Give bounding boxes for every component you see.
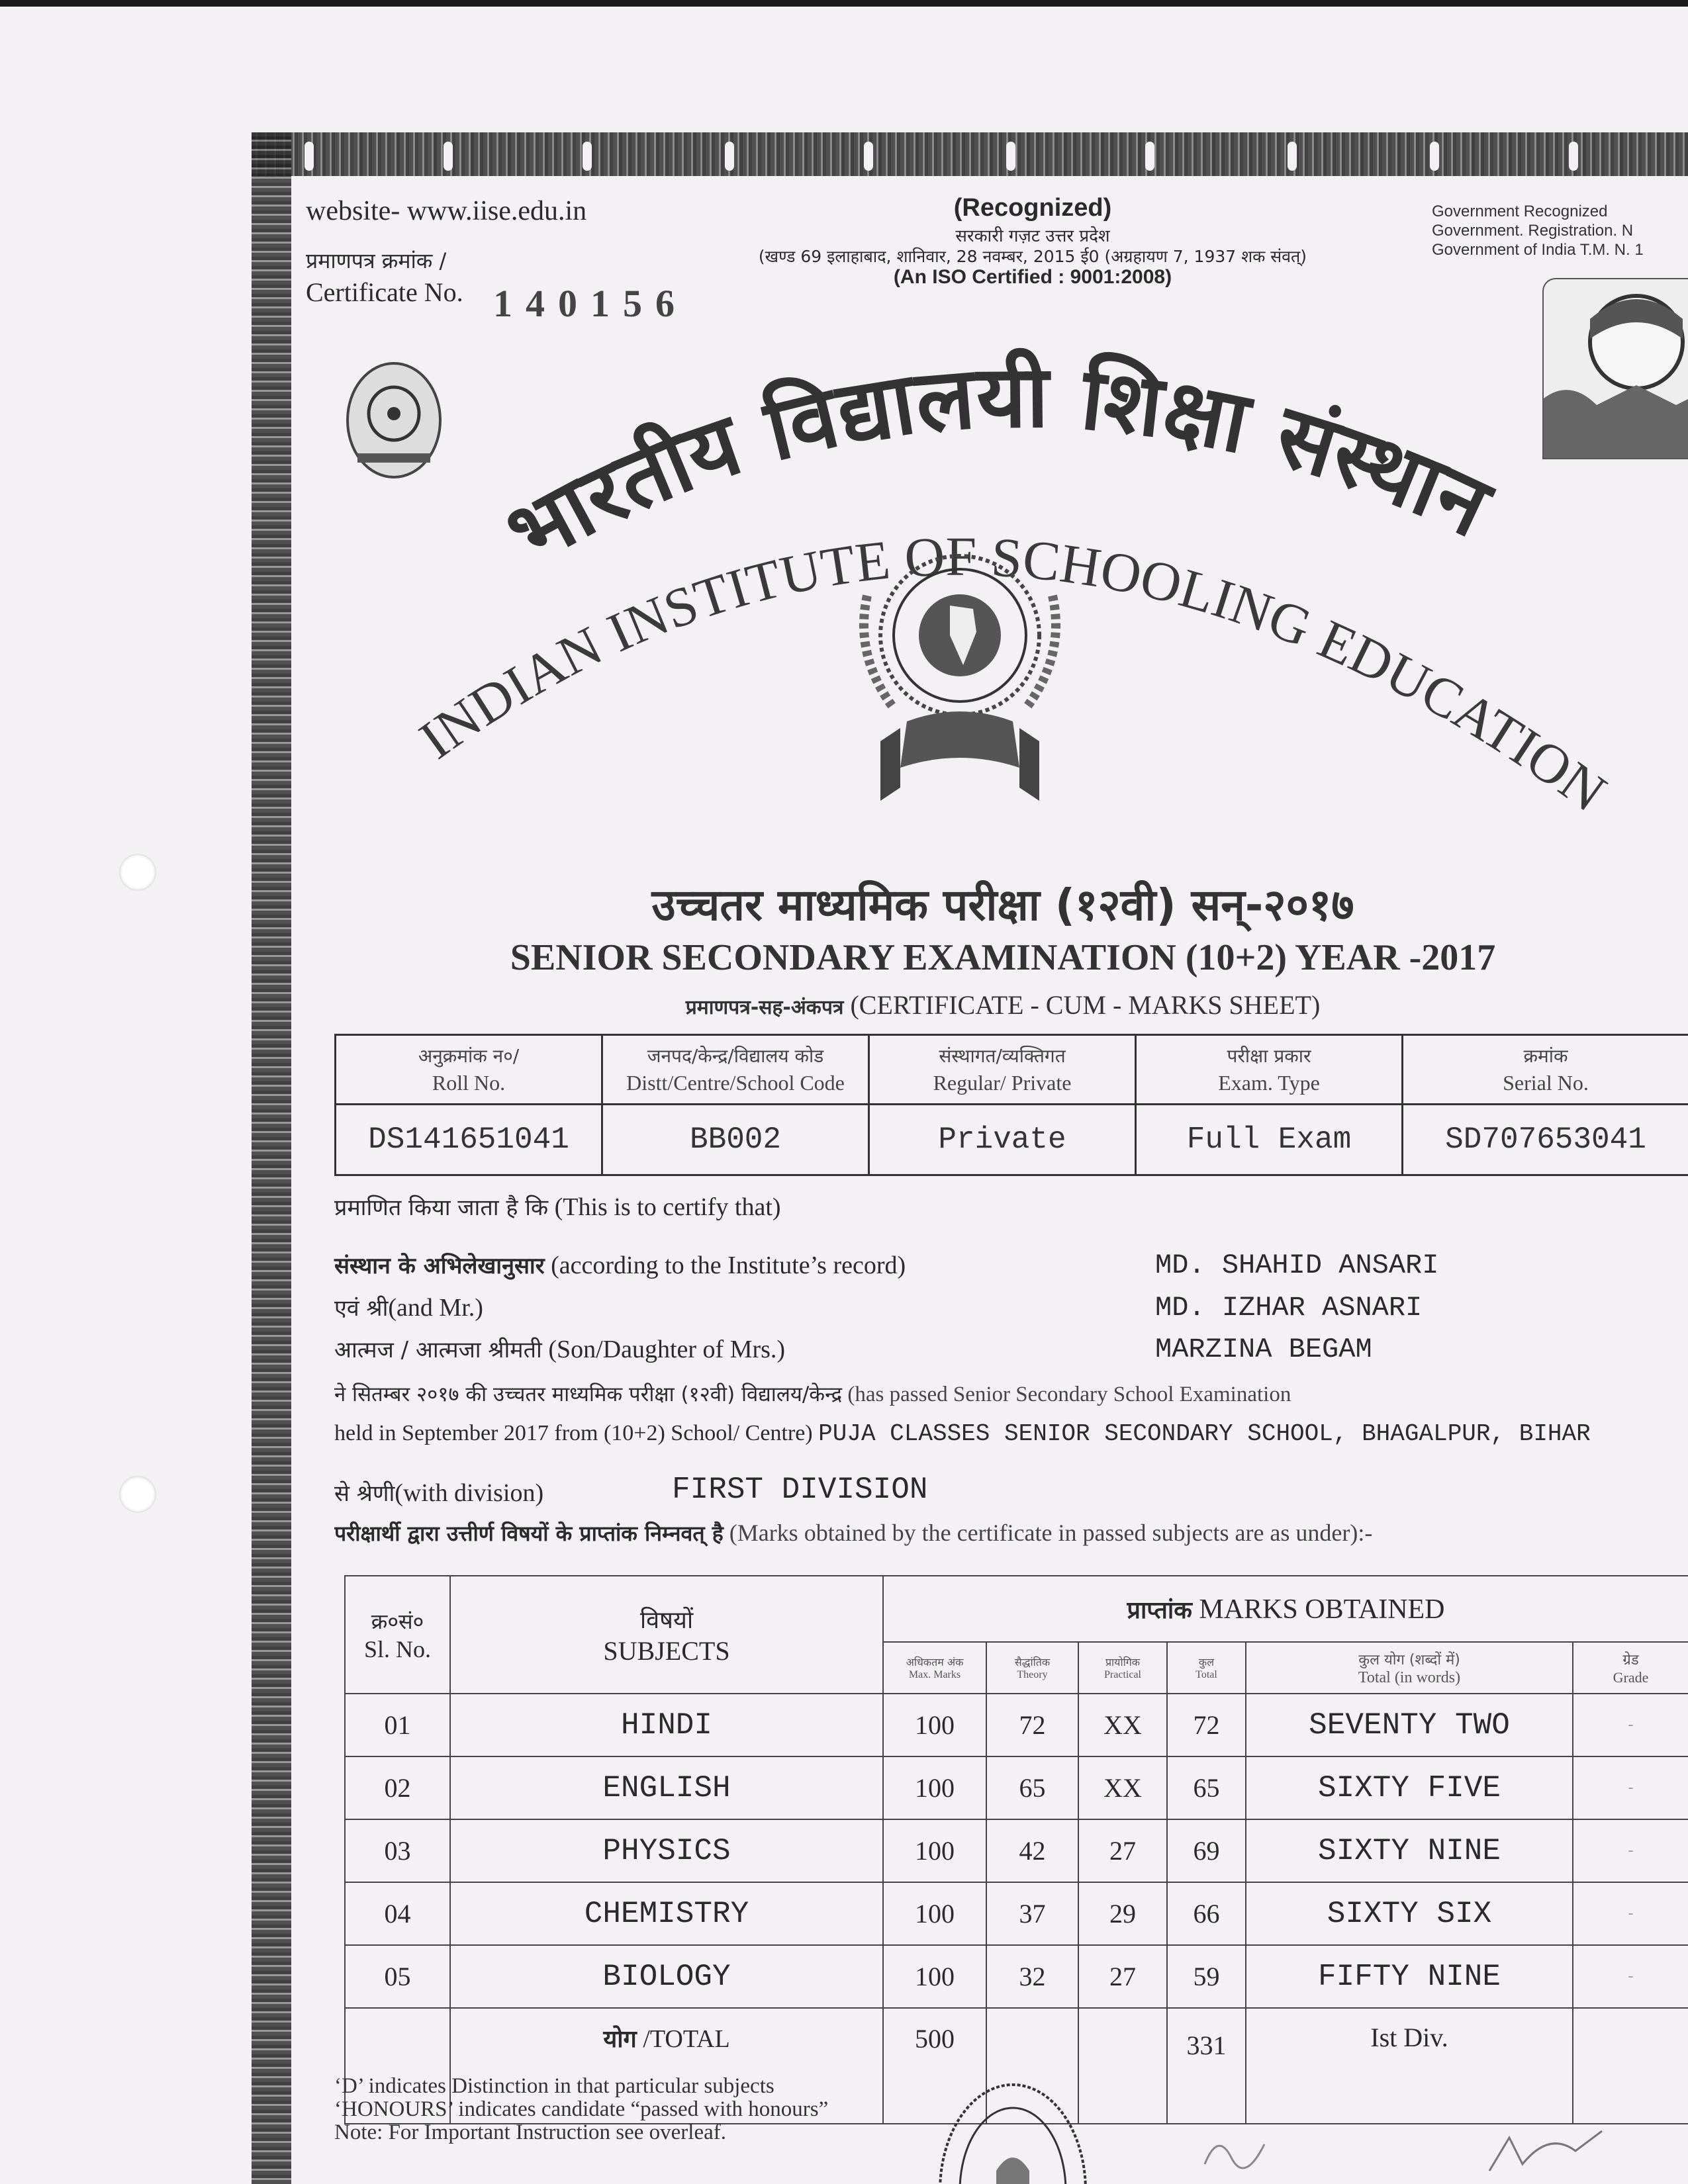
- total-cell: 66: [1167, 1882, 1246, 1945]
- total-label: योग /TOTAL: [450, 2008, 883, 2124]
- subject-cell: ENGLISH: [450, 1756, 883, 1819]
- total-max-marks: 500: [883, 2008, 986, 2124]
- footnote-note: Note: For Important Instruction see overleaf.: [334, 2120, 726, 2144]
- header-roll-no: अनुक्रमांक न०/ Roll No.: [336, 1035, 602, 1105]
- header-school-code: जनपद/केन्द्र/विद्यालय कोड Distt/Centre/School Code: [602, 1035, 869, 1105]
- marks-row: [345, 1819, 1688, 1882]
- practical-cell: 27: [1078, 1945, 1167, 2008]
- certificate-number: 140156: [493, 282, 688, 325]
- marks-table: [344, 1575, 1688, 2124]
- total-result: Ist Div.: [1246, 2008, 1573, 2124]
- punch-hole: [119, 1476, 156, 1513]
- total-cell: 59: [1167, 1945, 1246, 2008]
- total-words-cell: SIXTY SIX: [1246, 1882, 1573, 1945]
- student-name: MD. SHAHID ANSARI: [1155, 1250, 1439, 1281]
- subject-cell: HINDI: [450, 1694, 883, 1756]
- total-words-cell: SIXTY NINE: [1246, 1819, 1573, 1882]
- certify-line-5: ने सितम्बर २०१७ की उच्चतर माध्यमिक परीक्षा (१२वी) विद्यालय/केन्द्र (has passed Senior Secondary School Examination: [334, 1383, 1291, 1406]
- gov-line: Government Recognized: [1432, 203, 1608, 220]
- sl-no-header: क्र०सं० Sl. No.: [345, 1576, 450, 1694]
- total-cell: 69: [1167, 1819, 1246, 1882]
- theory-cell: 42: [986, 1819, 1078, 1882]
- sl-no-cell: 04: [345, 1882, 450, 1945]
- gazette-detail: (खण्ड 69 इलाहाबाद, शानिवार, 28 नवम्बर, 2015 ई0 (अग्रहायण 7, 1937 शक संवत्): [758, 247, 1307, 266]
- practical-cell: XX: [1078, 1694, 1167, 1756]
- serial-no-value: SD707653041: [1403, 1105, 1688, 1175]
- header-serial-no: क्रमांक Serial No.: [1403, 1035, 1688, 1105]
- gov-line: Government. Registration. N: [1432, 222, 1634, 240]
- exam-subtitle-hi: प्रमाणपत्र-सह-अंकपत्र: [685, 996, 844, 1019]
- exam-title-hi: उच्चतर माध्यमिक परीक्षा (१२वी) सन्-२०१७: [651, 880, 1354, 931]
- certificate-label-hi: प्रमाणपत्र क्रमांक /: [306, 248, 447, 273]
- sl-no-cell: 01: [345, 1694, 450, 1756]
- institute-seal-icon: [933, 2078, 1092, 2184]
- punch-hole: [119, 854, 156, 891]
- col-total-words: कुल योग (शब्दों में) Total (in words): [1246, 1642, 1573, 1694]
- certify-line-4: आत्मज / आत्मजा श्रीमती (Son/Daughter of Mrs.): [334, 1336, 786, 1363]
- government-info: [1432, 202, 1644, 259]
- institute-name-hi: भारतीय विद्यालयी शिक्षा संस्थान: [490, 345, 1505, 586]
- practical-cell: 27: [1078, 1819, 1167, 1882]
- max-marks-cell: 100: [883, 1945, 986, 2008]
- total-marks: 331: [1167, 2008, 1246, 2124]
- school-code-value: BB002: [602, 1105, 869, 1175]
- sl-no-cell: 05: [345, 1945, 450, 2008]
- max-marks-cell: 100: [883, 1882, 986, 1945]
- sl-no-cell: 02: [345, 1756, 450, 1819]
- total-cell: 65: [1167, 1756, 1246, 1819]
- certify-line-7: से श्रेणी(with division): [334, 1479, 544, 1507]
- grade-cell: -: [1573, 1945, 1688, 2008]
- certify-line-2: संस्थान के अभिलेखानुसार (according to the Institute’s record): [334, 1251, 906, 1279]
- practical-cell: XX: [1078, 1756, 1167, 1819]
- total-words-cell: SEVENTY TWO: [1246, 1694, 1573, 1756]
- max-marks-cell: 100: [883, 1819, 986, 1882]
- candidate-info-table: [334, 1034, 1688, 1176]
- certify-line-8: परीक्षार्थी द्वारा उत्तीर्ण विषयों के प्राप्तांक निम्नवत् है (Marks obtained by the certificate in passed subjects are as under):-: [334, 1520, 1373, 1546]
- scan-top-edge: [0, 0, 1688, 7]
- institute-name-en: INDIAN INSTITUTE OF SCHOOLING EDUCATION: [408, 525, 1617, 814]
- max-marks-cell: 100: [883, 1694, 986, 1756]
- footnotes: [334, 2075, 828, 2144]
- sl-no-cell: 03: [345, 1819, 450, 1882]
- institute-logo-icon: [834, 523, 1086, 827]
- total-words-cell: SIXTY FIVE: [1246, 1756, 1573, 1819]
- exam-type-value: Full Exam: [1136, 1105, 1403, 1175]
- marks-row: [345, 1882, 1688, 1945]
- max-marks-cell: 100: [883, 1756, 986, 1819]
- regular-private-value: Private: [869, 1105, 1136, 1175]
- footnote-honours: ‘HONOURS’ indicates candidate “passed with honours”: [334, 2097, 829, 2121]
- exam-title-en: SENIOR SECONDARY EXAMINATION (10+2) YEAR -2017: [510, 937, 1496, 978]
- certificate-label-en: Certificate No.: [306, 277, 463, 307]
- exam-subtitle: [318, 989, 1688, 1021]
- header-exam-type: परीक्षा प्रकार Exam. Type: [1136, 1035, 1403, 1105]
- exam-subtitle-en: (CERTIFICATE - CUM - MARKS SHEET): [850, 990, 1321, 1020]
- col-practical: प्रायोगिक Practical: [1078, 1642, 1167, 1694]
- col-max-marks: अधिकतम अंक Max. Marks: [883, 1642, 986, 1694]
- division-value: FIRST DIVISION: [672, 1473, 928, 1507]
- subject-cell: CHEMISTRY: [450, 1882, 883, 1945]
- practical-cell: 29: [1078, 1882, 1167, 1945]
- mother-name: MARZINA BEGAM: [1155, 1334, 1372, 1365]
- grade-cell: -: [1573, 1819, 1688, 1882]
- total-cell: 72: [1167, 1694, 1246, 1756]
- col-theory: सैद्धांतिक Theory: [986, 1642, 1078, 1694]
- theory-cell: 65: [986, 1756, 1078, 1819]
- decorative-border-left: [252, 132, 291, 2184]
- father-name: MD. IZHAR ASNARI: [1155, 1292, 1423, 1324]
- marks-row: [345, 1945, 1688, 2008]
- marks-obtained-header: प्राप्तांक MARKS OBTAINED: [883, 1576, 1688, 1642]
- school-name: PUJA CLASSES SENIOR SECONDARY SCHOOL, BHAGALPUR, BIHAR: [818, 1420, 1591, 1447]
- grade-cell: -: [1573, 1756, 1688, 1819]
- gov-line: Government of India T.M. N. 1: [1432, 241, 1644, 259]
- total-words-cell: FIFTY NINE: [1246, 1945, 1573, 2008]
- signature-icon: [1192, 2105, 1688, 2177]
- theory-cell: 37: [986, 1882, 1078, 1945]
- marks-row: [345, 1756, 1688, 1819]
- certify-line-3: एवं श्री(and Mr.): [334, 1294, 483, 1322]
- footnote-distinction: ‘D’ indicates Distinction in that particular subjects: [334, 2074, 774, 2098]
- roll-no-value: DS141651041: [336, 1105, 602, 1175]
- gazette-hi: सरकारी गज़ट उत्तर प्रदेश: [955, 226, 1110, 246]
- iso-certified: (An ISO Certified : 9001:2008): [893, 266, 1172, 288]
- theory-cell: 32: [986, 1945, 1078, 2008]
- subject-cell: BIOLOGY: [450, 1945, 883, 2008]
- subject-cell: PHYSICS: [450, 1819, 883, 1882]
- col-total: कुल Total: [1167, 1642, 1246, 1694]
- marks-row: [345, 1694, 1688, 1756]
- subjects-header: विषयों SUBJECTS: [450, 1576, 883, 1694]
- certify-line-1: प्रमाणित किया जाता है कि (This is to certify that): [334, 1193, 781, 1221]
- col-grade: ग्रेड Grade: [1573, 1642, 1688, 1694]
- grade-cell: -: [1573, 1882, 1688, 1945]
- website-text: website- www.iise.edu.in: [306, 196, 587, 226]
- decorative-border-top: [252, 132, 1688, 176]
- grade-cell: -: [1573, 1694, 1688, 1756]
- theory-cell: 72: [986, 1694, 1078, 1756]
- certify-line-6: held in September 2017 from (10+2) School/ Centre) PUJA CLASSES SENIOR SECONDARY SCHOOL, BHAGALPUR, BIHAR: [334, 1420, 1591, 1447]
- recognized-label: (Recognized): [953, 194, 1112, 222]
- header-regular-private: संस्थागत/व्यक्तिगत Regular/ Private: [869, 1035, 1136, 1105]
